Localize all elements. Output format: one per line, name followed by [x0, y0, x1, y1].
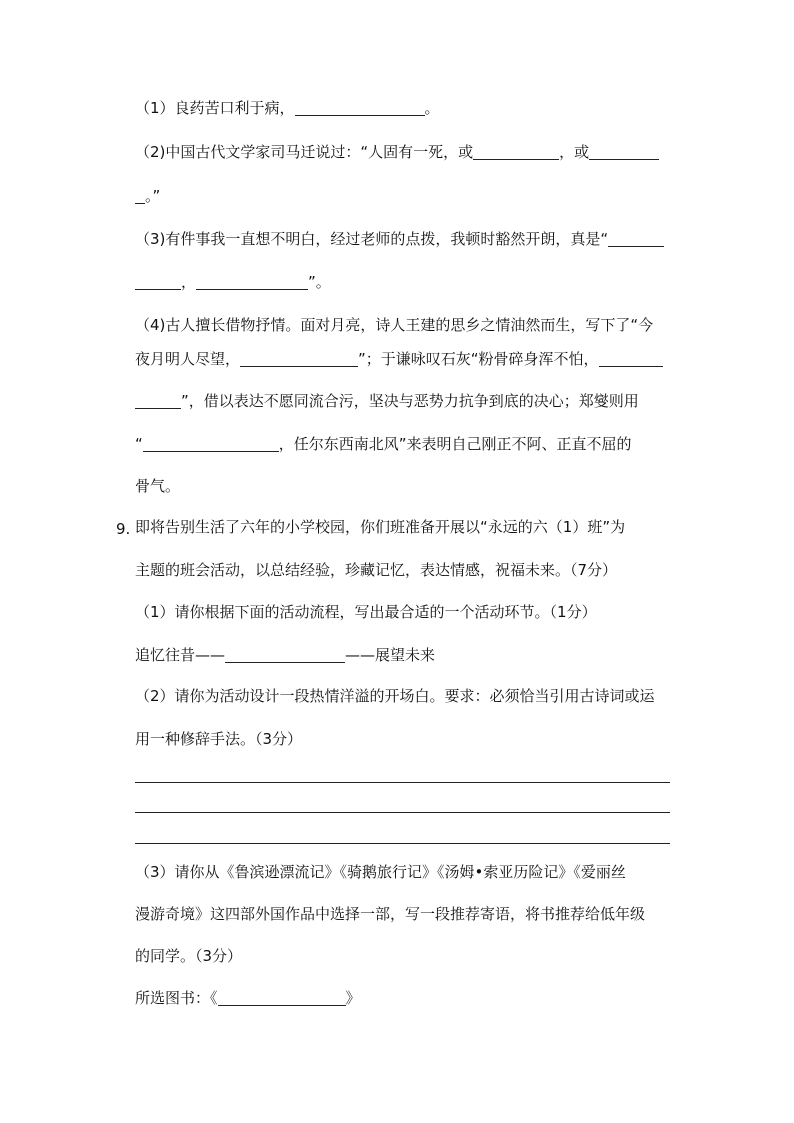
- q8-part4-line2: [135, 349, 663, 369]
- q8-part2-cont: [135, 186, 160, 206]
- q9-sub1-text: （1）请你根据下面的活动流程，写出最合适的一个活动环节。（1分）: [135, 603, 597, 621]
- q9-flow: [135, 645, 435, 665]
- q9-sub3-text-2: 漫游奇境》这四部外国作品中选择一部，写一段推荐寄语，将书推荐给低年级: [135, 905, 646, 923]
- q8-part4-text-6: ，任尔东西南北风”来表明自己刚正不阿、正直不屈的: [278, 435, 632, 453]
- q8-part1-text: （1）良药苦口利于病，: [135, 99, 295, 117]
- q8-part2-blank-2-cont[interactable]: [135, 187, 145, 204]
- q8-part4-text-5: “: [135, 435, 143, 453]
- q8-part2-end: 。”: [145, 187, 161, 205]
- answer-line-1[interactable]: [135, 782, 670, 783]
- q9-sub3-line1: [135, 862, 626, 882]
- q8-part4-text-2: 夜月明人尽望，: [135, 350, 241, 368]
- q9-intro-line2: [135, 560, 617, 580]
- q8-part4-text-1: （4)古人擅长借物抒情。面对月亮，诗人王建的思乡之情油然而生，写下了“今: [135, 316, 654, 334]
- q8-part3-blank-1-cont[interactable]: [135, 273, 181, 290]
- q8-part2-blank-1[interactable]: [473, 143, 559, 160]
- q9-intro-line1: [135, 517, 625, 537]
- q9-sub3-line3: [135, 946, 242, 966]
- q8-part4-blank-1[interactable]: [240, 350, 358, 367]
- q8-part4-line5: [135, 476, 180, 496]
- q8-part4-blank-2[interactable]: [599, 350, 663, 367]
- answer-line-2[interactable]: [135, 812, 670, 813]
- q9-book-label: 所选图书：《: [135, 989, 218, 1007]
- q8-part2-text: （2)中国古代文学家司马迁说过：“人固有一死，或: [135, 143, 474, 161]
- q9-sub1: [135, 602, 597, 622]
- q9-book-choice: [135, 988, 361, 1008]
- answer-line-3[interactable]: [135, 843, 670, 844]
- q8-part4-line4: [135, 434, 632, 454]
- q8-part3-blank-1[interactable]: [608, 230, 664, 247]
- q8-part2: [135, 142, 659, 162]
- q9-sub3-text-3: 的同学。（3分）: [135, 947, 243, 965]
- q9-sub3-line2: [135, 904, 645, 924]
- q8-part4-line3: [135, 391, 639, 411]
- q8-part2-mid: ，或: [559, 143, 590, 161]
- q9-number: 9.: [116, 520, 131, 538]
- q8-part3-cont: [135, 272, 331, 292]
- q8-part1: [135, 98, 440, 118]
- q9-intro-text-1: 即将告别生活了六年的小学校园，你们班准备开展以“永远的六（1）班”为: [135, 518, 626, 536]
- q9-sub2-line2: [135, 729, 302, 749]
- q8-part3-mid: ，: [181, 273, 197, 291]
- q9-book-close: 》: [345, 989, 361, 1007]
- q8-part1-end: 。: [424, 99, 440, 117]
- q8-part3-text: （3)有件事我一直想不明白，经过老师的点拨，我顿时豁然开朗，真是“: [135, 230, 609, 248]
- q8-part4-text-3: ”；于谦咏叹石灰“粉骨碎身浑不怕，: [358, 350, 599, 368]
- q9-sub2-line1: [135, 686, 655, 706]
- q8-part3-end: ”。: [308, 273, 331, 291]
- q8-part3: [135, 229, 664, 249]
- q8-part4-blank-3[interactable]: [143, 435, 279, 452]
- q9-sub2-text-1: （2）请你为活动设计一段热情洋溢的开场白。要求：必须恰当引用古诗词或运: [135, 687, 655, 705]
- q9-intro-text-2: 主题的班会活动，以总结经验，珍藏记忆，表达情感，祝福未来。（7分）: [135, 561, 618, 579]
- q8-part4-text-4: ”，借以表达不愿同流合污，坚决与恶势力抗争到底的决心；郑燮则用: [181, 392, 639, 410]
- q9-book-blank[interactable]: [218, 989, 346, 1006]
- q8-part4-line1: [135, 315, 653, 335]
- q9-flow-end: ——展望未来: [345, 646, 436, 664]
- q9-flow-start: 追忆往昔——: [135, 646, 226, 664]
- q9-sub2-text-2: 用一种修辞手法。（3分）: [135, 730, 303, 748]
- q8-part3-blank-2[interactable]: [196, 273, 308, 290]
- q8-part4-blank-2-cont[interactable]: [135, 392, 181, 409]
- q9-flow-blank[interactable]: [225, 646, 345, 663]
- q8-part1-blank[interactable]: [295, 99, 425, 116]
- q9-sub3-text-1: （3）请你从《鲁滨逊漂流记》《骑鹅旅行记》《汤姆•索亚历险记》《爱丽丝: [135, 863, 626, 881]
- q8-part4-text-7: 骨气。: [135, 477, 181, 495]
- q8-part2-blank-2[interactable]: [589, 143, 659, 160]
